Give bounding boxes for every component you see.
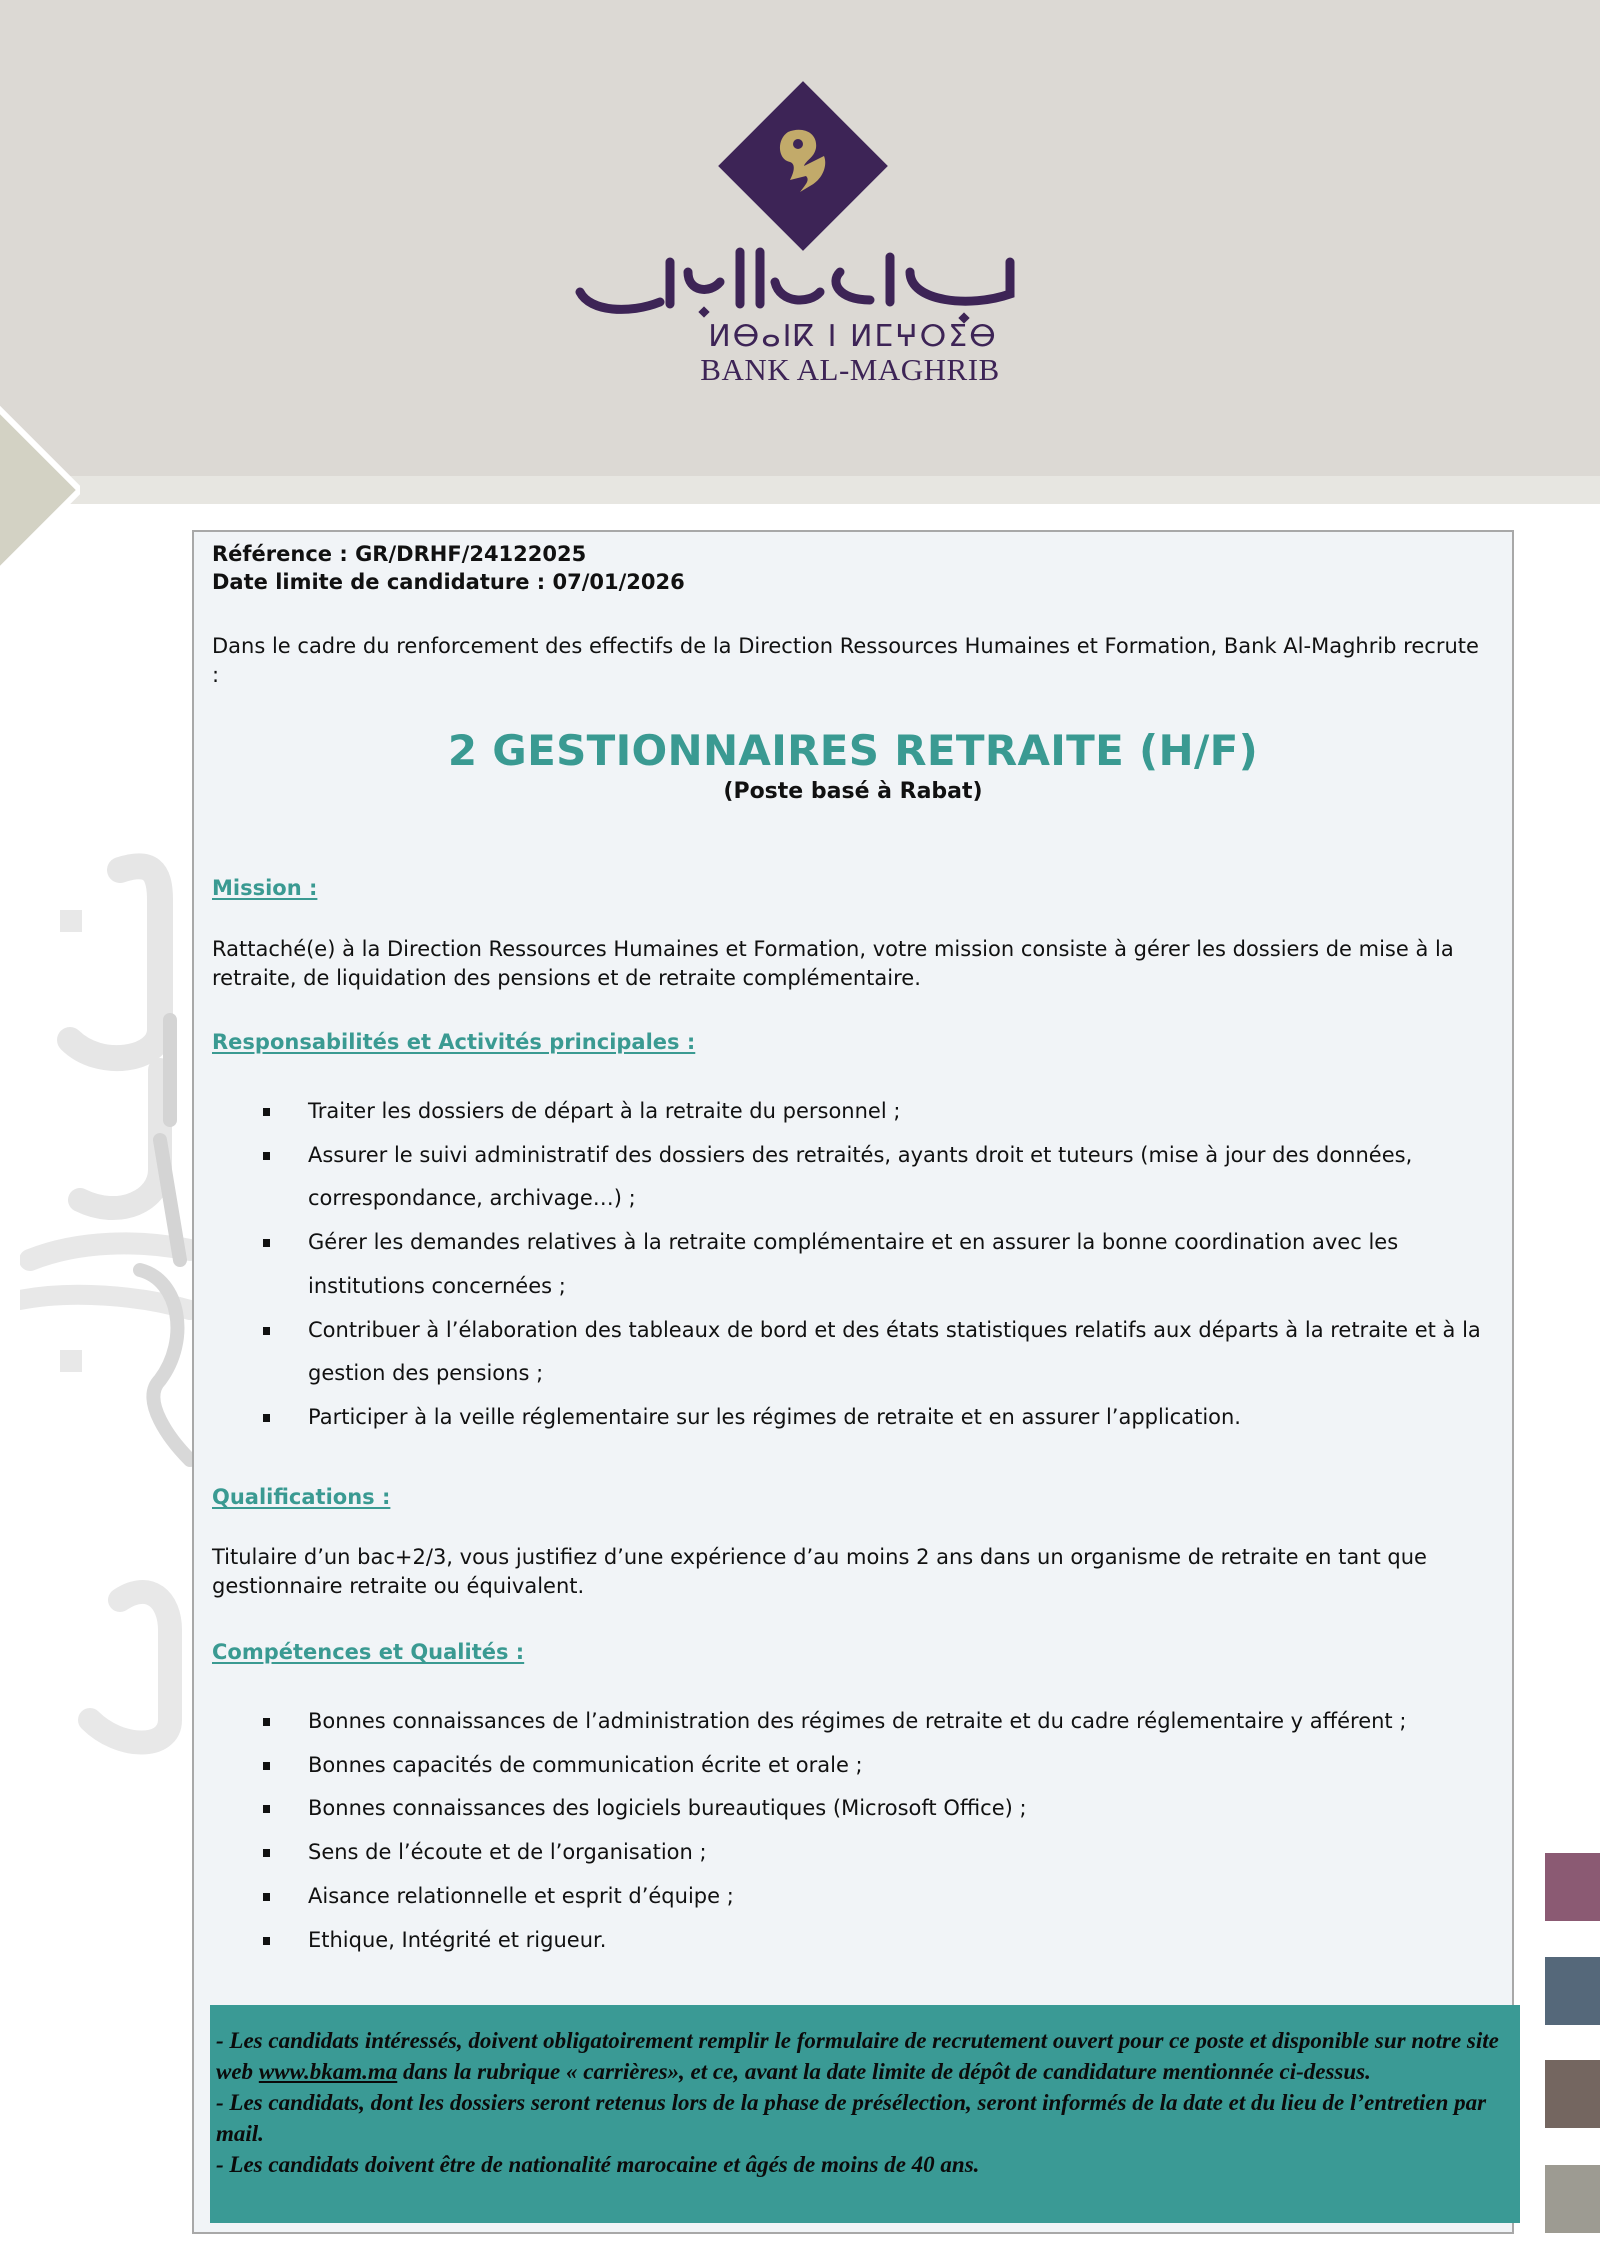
bullet-square-icon <box>263 1718 270 1726</box>
notice-line-apply: - Les candidats intéressés, doivent obligatoirement remplir le formulaire de recrutement ouvert pour ce poste et disponible sur notre site web www.bkam.ma dans la rubrique « carrières», et ce, avant la date limite de dépôt de candidature mentionnée ci-dessus. <box>216 2028 1499 2084</box>
notice-line-preselection: - Les candidats, dont les dossiers seront retenus lors de la phase de présélection, seront informés de la date et du lieu de l’entretien par mail. <box>216 2090 1487 2146</box>
list-item: Bonnes connaissances de l’administration des régimes de retraite et du cadre réglementaire y afférent ; <box>260 1700 1510 1744</box>
deadline-line <box>212 568 685 596</box>
qualifications-text: Titulaire d’un bac+2/3, vous justifiez d’une expérience d’au moins 2 ans dans un organisme de retraite en tant que gestionnaire retraite ou équivalent. <box>212 1545 1427 1598</box>
color-swatch-mauve <box>1545 1853 1600 1921</box>
chevron-decoration-icon <box>0 390 80 590</box>
list-item: Bonnes capacités de communication écrite et orale ; <box>260 1744 1510 1788</box>
logo-tifinagh-wordmark: ⵍⴱⴰⵏⴽ ⵏ ⵍⵎⵖⵔⵉⴱ <box>708 319 998 354</box>
bullet-square-icon <box>263 1414 270 1422</box>
bullet-square-icon <box>263 1327 270 1335</box>
deadline-value: 07/01/2026 <box>552 570 685 594</box>
responsibilities-list <box>260 1090 1510 1440</box>
list-item: Aisance relationnelle et esprit d’équipe ; <box>260 1875 1510 1919</box>
responsibilities-heading: Responsabilités et Activités principales : <box>212 1030 696 1054</box>
notice-line-eligibility: - Les candidats doivent être de nationalité marocaine et âgés de moins de 40 ans. <box>216 2152 980 2177</box>
color-swatch-taupe <box>1545 2060 1600 2128</box>
logo-emblem-icon <box>770 126 836 206</box>
skills-list <box>260 1700 1510 1962</box>
bullet-square-icon <box>263 1849 270 1857</box>
intro-text: Dans le cadre du renforcement des effectifs de la Direction Ressources Humaines et Formation, Bank Al-Maghrib recrute : <box>212 634 1479 687</box>
mission-heading: Mission : <box>212 876 318 900</box>
list-item: Ethique, Intégrité et rigueur. <box>260 1919 1510 1963</box>
list-item: Gérer les demandes relatives à la retraite complémentaire et en assurer la bonne coordination avec les institutions concernées ; <box>260 1221 1510 1308</box>
list-item: Sens de l’écoute et de l’organisation ; <box>260 1831 1510 1875</box>
bullet-square-icon <box>263 1108 270 1116</box>
color-swatch-gray <box>1545 2165 1600 2233</box>
job-location: (Poste basé à Rabat) <box>723 779 983 804</box>
website-link[interactable]: www.bkam.ma <box>258 2059 398 2084</box>
bullet-square-icon <box>263 1152 270 1160</box>
reference-line <box>212 540 685 568</box>
application-notice <box>210 2005 1520 2223</box>
qualifications-heading: Qualifications : <box>212 1485 391 1509</box>
logo-latin-wordmark: BANK AL-MAGHRIB <box>700 352 1000 387</box>
bullet-square-icon <box>263 1762 270 1770</box>
reference-value: GR/DRHF/24122025 <box>355 542 587 566</box>
bullet-square-icon <box>263 1937 270 1945</box>
list-item: Assurer le suivi administratif des dossiers des retraités, ayants droit et tuteurs (mise à jour des données, correspondance, archivage…) ; <box>260 1134 1510 1221</box>
bullet-square-icon <box>263 1239 270 1247</box>
skills-heading: Compétences et Qualités : <box>212 1640 525 1664</box>
mission-text: Rattaché(e) à la Direction Ressources Humaines et Formation, votre mission consiste à gérer les dossiers de mise à la retraite, de liquidation des pensions et de retraite complémentaire. <box>212 937 1454 990</box>
reference-label: Référence : <box>212 542 348 566</box>
color-swatch-slate <box>1545 1957 1600 2025</box>
deadline-label: Date limite de candidature : <box>212 570 546 594</box>
header-band-accent <box>0 476 1600 504</box>
bullet-square-icon <box>263 1893 270 1901</box>
job-title: 2 GESTIONNAIRES RETRAITE (H/F) <box>447 726 1259 775</box>
calligraphy-watermark <box>20 840 200 1760</box>
list-item: Bonnes connaissances des logiciels bureautiques (Microsoft Office) ; <box>260 1787 1510 1831</box>
bank-logo <box>570 92 1030 392</box>
offer-meta <box>212 540 685 596</box>
list-item: Traiter les dossiers de départ à la retraite du personnel ; <box>260 1090 1510 1134</box>
list-item: Participer à la veille réglementaire sur les régimes de retraite et en assurer l’application. <box>260 1396 1510 1440</box>
list-item: Contribuer à l’élaboration des tableaux de bord et des états statistiques relatifs aux départs à la retraite et à la gestion des pensions ; <box>260 1309 1510 1396</box>
bullet-square-icon <box>263 1805 270 1813</box>
